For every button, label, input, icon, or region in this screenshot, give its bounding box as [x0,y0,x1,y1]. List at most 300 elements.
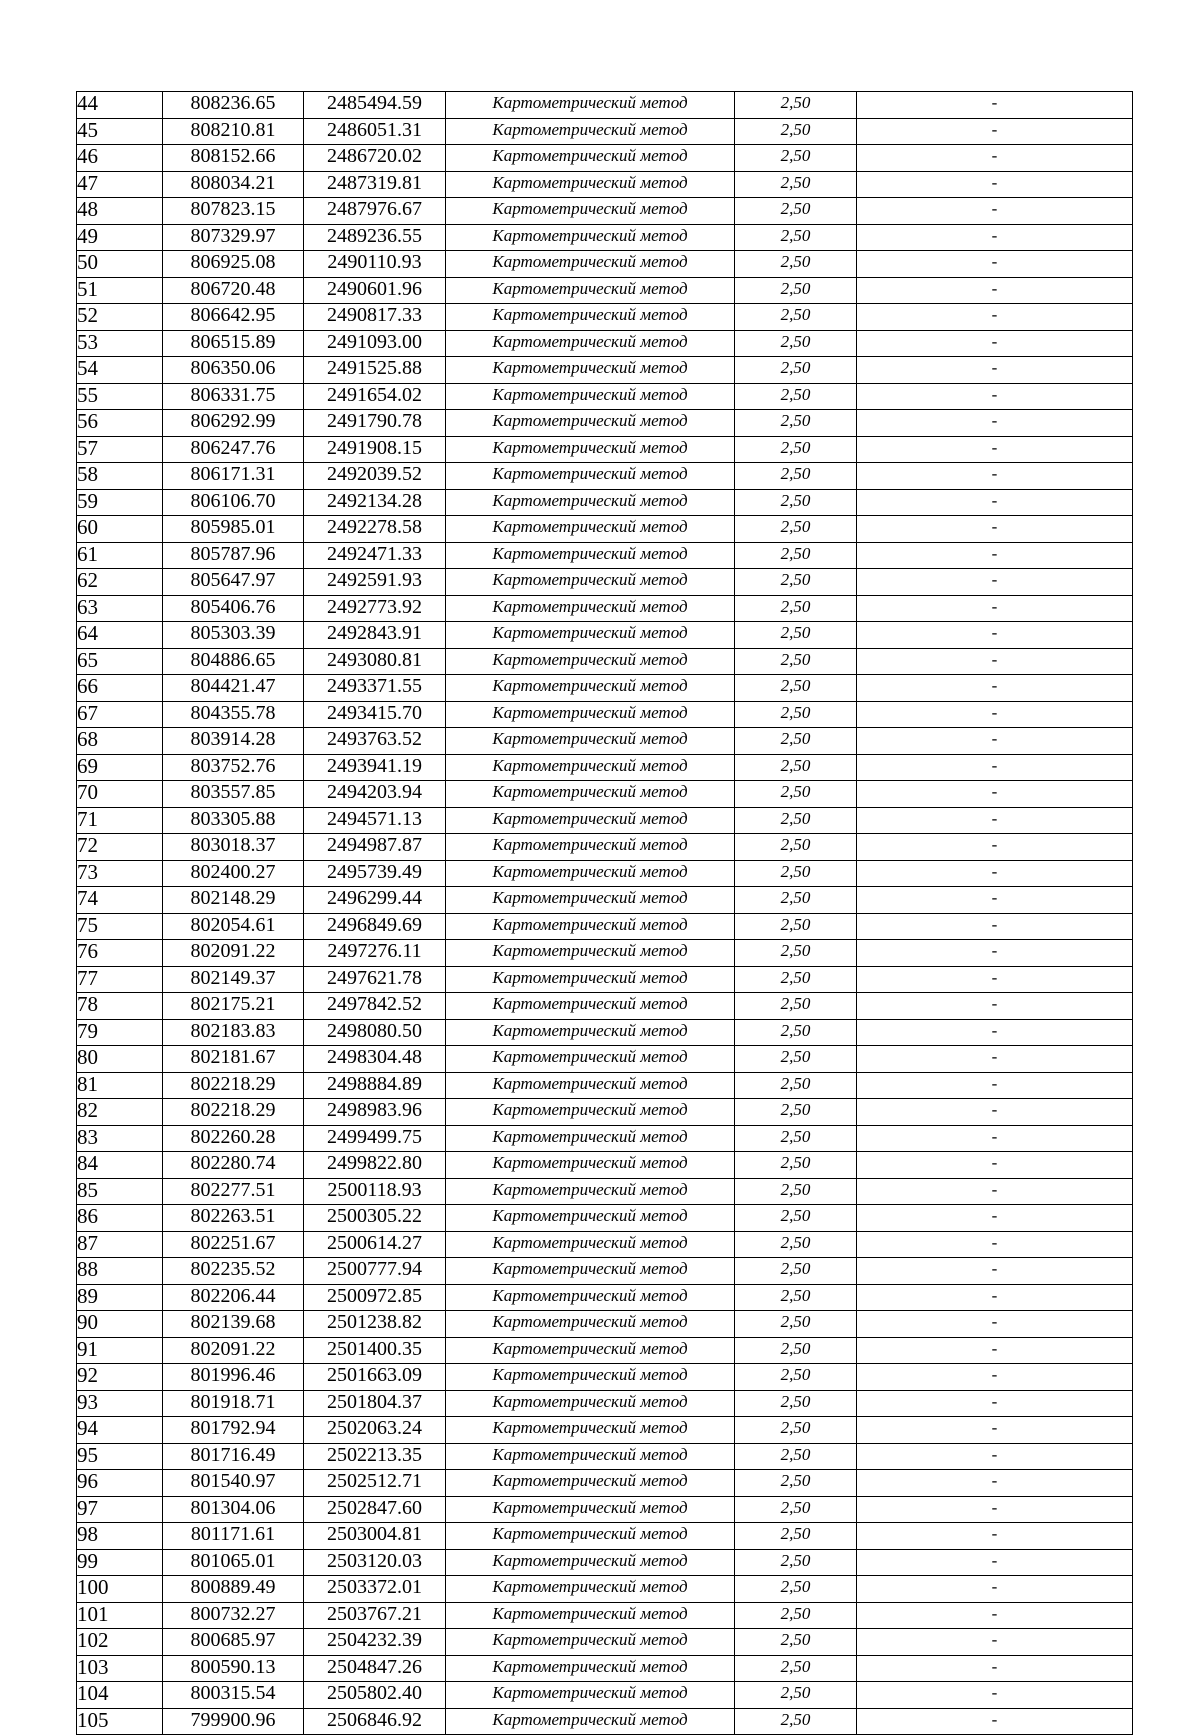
x-coordinate-cell: 800315.54 [163,1682,304,1709]
description-cell: - [857,1311,1133,1338]
description-cell: - [857,1708,1133,1735]
description-cell: - [857,622,1133,649]
accuracy-cell: 2,50 [735,463,857,490]
point-number-cell: 73 [77,860,163,887]
x-coordinate-cell: 802091.22 [163,1337,304,1364]
method-cell: Картометрический метод [446,118,735,145]
table-row [77,410,1133,437]
accuracy-cell: 2,50 [735,940,857,967]
y-coordinate-cell: 2485494.59 [304,92,446,119]
y-coordinate-cell: 2492843.91 [304,622,446,649]
description-cell: - [857,1337,1133,1364]
description-cell: - [857,1496,1133,1523]
accuracy-cell: 2,50 [735,357,857,384]
x-coordinate-cell: 802218.29 [163,1099,304,1126]
x-coordinate-cell: 806171.31 [163,463,304,490]
description-cell: - [857,1549,1133,1576]
point-number-cell: 99 [77,1549,163,1576]
table-row [77,834,1133,861]
point-number-cell: 83 [77,1125,163,1152]
y-coordinate-cell: 2503767.21 [304,1602,446,1629]
y-coordinate-cell: 2498304.48 [304,1046,446,1073]
x-coordinate-cell: 801171.61 [163,1523,304,1550]
y-coordinate-cell: 2498983.96 [304,1099,446,1126]
y-coordinate-cell: 2500118.93 [304,1178,446,1205]
point-number-cell: 79 [77,1019,163,1046]
y-coordinate-cell: 2490110.93 [304,251,446,278]
table-row [77,860,1133,887]
description-cell: - [857,436,1133,463]
x-coordinate-cell: 805985.01 [163,516,304,543]
method-cell: Картометрический метод [446,1496,735,1523]
accuracy-cell: 2,50 [735,860,857,887]
point-number-cell: 103 [77,1655,163,1682]
x-coordinate-cell: 808210.81 [163,118,304,145]
accuracy-cell: 2,50 [735,1523,857,1550]
y-coordinate-cell: 2491654.02 [304,383,446,410]
y-coordinate-cell: 2502213.35 [304,1443,446,1470]
y-coordinate-cell: 2500777.94 [304,1258,446,1285]
y-coordinate-cell: 2501400.35 [304,1337,446,1364]
y-coordinate-cell: 2497621.78 [304,966,446,993]
y-coordinate-cell: 2492039.52 [304,463,446,490]
description-cell: - [857,966,1133,993]
point-number-cell: 87 [77,1231,163,1258]
method-cell: Картометрический метод [446,1125,735,1152]
table-row [77,1549,1133,1576]
x-coordinate-cell: 804886.65 [163,648,304,675]
x-coordinate-cell: 803018.37 [163,834,304,861]
method-cell: Картометрический метод [446,330,735,357]
table-row [77,1443,1133,1470]
x-coordinate-cell: 801716.49 [163,1443,304,1470]
description-cell: - [857,1576,1133,1603]
x-coordinate-cell: 808152.66 [163,145,304,172]
method-cell: Картометрический метод [446,1311,735,1338]
table-row [77,1417,1133,1444]
table-row [77,887,1133,914]
y-coordinate-cell: 2502063.24 [304,1417,446,1444]
method-cell: Картометрический метод [446,807,735,834]
method-cell: Картометрический метод [446,913,735,940]
table-row [77,92,1133,119]
accuracy-cell: 2,50 [735,542,857,569]
description-cell: - [857,1443,1133,1470]
x-coordinate-cell: 806331.75 [163,383,304,410]
table-row [77,171,1133,198]
x-coordinate-cell: 805787.96 [163,542,304,569]
table-row [77,940,1133,967]
x-coordinate-cell: 805406.76 [163,595,304,622]
description-cell: - [857,781,1133,808]
y-coordinate-cell: 2504232.39 [304,1629,446,1656]
method-cell: Картометрический метод [446,754,735,781]
point-number-cell: 102 [77,1629,163,1656]
accuracy-cell: 2,50 [735,1205,857,1232]
method-cell: Картометрический метод [446,304,735,331]
point-number-cell: 90 [77,1311,163,1338]
x-coordinate-cell: 802277.51 [163,1178,304,1205]
y-coordinate-cell: 2490817.33 [304,304,446,331]
table-row [77,1205,1133,1232]
table-row [77,1390,1133,1417]
accuracy-cell: 2,50 [735,648,857,675]
method-cell: Картометрический метод [446,410,735,437]
x-coordinate-cell: 806925.08 [163,251,304,278]
method-cell: Картометрический метод [446,1364,735,1391]
method-cell: Картометрический метод [446,887,735,914]
x-coordinate-cell: 802139.68 [163,1311,304,1338]
description-cell: - [857,1470,1133,1497]
method-cell: Картометрический метод [446,966,735,993]
accuracy-cell: 2,50 [735,330,857,357]
table-row [77,463,1133,490]
y-coordinate-cell: 2495739.49 [304,860,446,887]
description-cell: - [857,1364,1133,1391]
point-number-cell: 80 [77,1046,163,1073]
point-number-cell: 50 [77,251,163,278]
point-number-cell: 74 [77,887,163,914]
y-coordinate-cell: 2496849.69 [304,913,446,940]
accuracy-cell: 2,50 [735,569,857,596]
x-coordinate-cell: 803752.76 [163,754,304,781]
description-cell: - [857,1125,1133,1152]
description-cell: - [857,834,1133,861]
description-cell: - [857,277,1133,304]
point-number-cell: 81 [77,1072,163,1099]
table-row [77,436,1133,463]
method-cell: Картометрический метод [446,940,735,967]
method-cell: Картометрический метод [446,1443,735,1470]
description-cell: - [857,940,1133,967]
x-coordinate-cell: 802280.74 [163,1152,304,1179]
point-number-cell: 101 [77,1602,163,1629]
table-row [77,489,1133,516]
x-coordinate-cell: 800685.97 [163,1629,304,1656]
description-cell: - [857,171,1133,198]
accuracy-cell: 2,50 [735,516,857,543]
table-row [77,1284,1133,1311]
accuracy-cell: 2,50 [735,595,857,622]
accuracy-cell: 2,50 [735,1125,857,1152]
accuracy-cell: 2,50 [735,1284,857,1311]
y-coordinate-cell: 2496299.44 [304,887,446,914]
point-number-cell: 63 [77,595,163,622]
x-coordinate-cell: 801065.01 [163,1549,304,1576]
table-row [77,1099,1133,1126]
x-coordinate-cell: 804421.47 [163,675,304,702]
point-number-cell: 78 [77,993,163,1020]
accuracy-cell: 2,50 [735,966,857,993]
accuracy-cell: 2,50 [735,1231,857,1258]
accuracy-cell: 2,50 [735,224,857,251]
method-cell: Картометрический метод [446,1337,735,1364]
coordinates-table [76,91,1133,1735]
description-cell: - [857,145,1133,172]
accuracy-cell: 2,50 [735,436,857,463]
method-cell: Картометрический метод [446,1470,735,1497]
x-coordinate-cell: 802181.67 [163,1046,304,1073]
accuracy-cell: 2,50 [735,1655,857,1682]
accuracy-cell: 2,50 [735,1258,857,1285]
point-number-cell: 44 [77,92,163,119]
table-row [77,569,1133,596]
x-coordinate-cell: 799900.96 [163,1708,304,1735]
x-coordinate-cell: 806350.06 [163,357,304,384]
y-coordinate-cell: 2500305.22 [304,1205,446,1232]
method-cell: Картометрический метод [446,463,735,490]
table-row [77,1019,1133,1046]
table-row [77,1311,1133,1338]
table-row [77,1655,1133,1682]
point-number-cell: 56 [77,410,163,437]
x-coordinate-cell: 802235.52 [163,1258,304,1285]
method-cell: Картометрический метод [446,171,735,198]
table-row [77,1337,1133,1364]
point-number-cell: 71 [77,807,163,834]
point-number-cell: 82 [77,1099,163,1126]
method-cell: Картометрический метод [446,1019,735,1046]
point-number-cell: 96 [77,1470,163,1497]
table-row [77,1125,1133,1152]
method-cell: Картометрический метод [446,1682,735,1709]
y-coordinate-cell: 2492471.33 [304,542,446,569]
point-number-cell: 57 [77,436,163,463]
y-coordinate-cell: 2493415.70 [304,701,446,728]
y-coordinate-cell: 2499499.75 [304,1125,446,1152]
method-cell: Картометрический метод [446,860,735,887]
method-cell: Картометрический метод [446,1258,735,1285]
description-cell: - [857,92,1133,119]
accuracy-cell: 2,50 [735,251,857,278]
description-cell: - [857,1258,1133,1285]
y-coordinate-cell: 2497276.11 [304,940,446,967]
method-cell: Картометрический метод [446,1152,735,1179]
method-cell: Картометрический метод [446,1284,735,1311]
method-cell: Картометрический метод [446,92,735,119]
x-coordinate-cell: 802091.22 [163,940,304,967]
point-number-cell: 58 [77,463,163,490]
description-cell: - [857,304,1133,331]
method-cell: Картометрический метод [446,1046,735,1073]
y-coordinate-cell: 2491525.88 [304,357,446,384]
y-coordinate-cell: 2491908.15 [304,436,446,463]
point-number-cell: 64 [77,622,163,649]
table-row [77,754,1133,781]
description-cell: - [857,330,1133,357]
x-coordinate-cell: 800889.49 [163,1576,304,1603]
y-coordinate-cell: 2492773.92 [304,595,446,622]
accuracy-cell: 2,50 [735,754,857,781]
x-coordinate-cell: 807329.97 [163,224,304,251]
y-coordinate-cell: 2489236.55 [304,224,446,251]
method-cell: Картометрический метод [446,198,735,225]
description-cell: - [857,383,1133,410]
method-cell: Картометрический метод [446,1072,735,1099]
accuracy-cell: 2,50 [735,383,857,410]
x-coordinate-cell: 806515.89 [163,330,304,357]
x-coordinate-cell: 804355.78 [163,701,304,728]
method-cell: Картометрический метод [446,1629,735,1656]
accuracy-cell: 2,50 [735,993,857,1020]
table-row [77,993,1133,1020]
method-cell: Картометрический метод [446,436,735,463]
point-number-cell: 95 [77,1443,163,1470]
method-cell: Картометрический метод [446,1655,735,1682]
method-cell: Картометрический метод [446,1231,735,1258]
description-cell: - [857,198,1133,225]
table-row [77,516,1133,543]
table-row [77,701,1133,728]
description-cell: - [857,675,1133,702]
method-cell: Картометрический метод [446,1417,735,1444]
description-cell: - [857,1682,1133,1709]
description-cell: - [857,701,1133,728]
description-cell: - [857,1072,1133,1099]
method-cell: Картометрический метод [446,1549,735,1576]
table-row [77,277,1133,304]
x-coordinate-cell: 802263.51 [163,1205,304,1232]
point-number-cell: 47 [77,171,163,198]
x-coordinate-cell: 803914.28 [163,728,304,755]
table-row [77,807,1133,834]
accuracy-cell: 2,50 [735,622,857,649]
method-cell: Картометрический метод [446,569,735,596]
table-row [77,251,1133,278]
accuracy-cell: 2,50 [735,277,857,304]
x-coordinate-cell: 802206.44 [163,1284,304,1311]
point-number-cell: 66 [77,675,163,702]
table-row [77,145,1133,172]
point-number-cell: 105 [77,1708,163,1735]
accuracy-cell: 2,50 [735,118,857,145]
y-coordinate-cell: 2504847.26 [304,1655,446,1682]
table-row [77,1072,1133,1099]
method-cell: Картометрический метод [446,834,735,861]
method-cell: Картометрический метод [446,781,735,808]
x-coordinate-cell: 802148.29 [163,887,304,914]
point-number-cell: 88 [77,1258,163,1285]
description-cell: - [857,1523,1133,1550]
point-number-cell: 86 [77,1205,163,1232]
description-cell: - [857,118,1133,145]
table-row [77,330,1133,357]
method-cell: Картометрический метод [446,1205,735,1232]
point-number-cell: 89 [77,1284,163,1311]
description-cell: - [857,993,1133,1020]
y-coordinate-cell: 2503120.03 [304,1549,446,1576]
accuracy-cell: 2,50 [735,1576,857,1603]
accuracy-cell: 2,50 [735,728,857,755]
table-row [77,304,1133,331]
point-number-cell: 104 [77,1682,163,1709]
method-cell: Картометрический метод [446,728,735,755]
point-number-cell: 76 [77,940,163,967]
y-coordinate-cell: 2493941.19 [304,754,446,781]
accuracy-cell: 2,50 [735,1629,857,1656]
point-number-cell: 94 [77,1417,163,1444]
point-number-cell: 68 [77,728,163,755]
point-number-cell: 98 [77,1523,163,1550]
point-number-cell: 52 [77,304,163,331]
y-coordinate-cell: 2487976.67 [304,198,446,225]
accuracy-cell: 2,50 [735,701,857,728]
description-cell: - [857,860,1133,887]
y-coordinate-cell: 2486051.31 [304,118,446,145]
point-number-cell: 69 [77,754,163,781]
description-cell: - [857,410,1133,437]
description-cell: - [857,1046,1133,1073]
y-coordinate-cell: 2492591.93 [304,569,446,596]
y-coordinate-cell: 2503372.01 [304,1576,446,1603]
point-number-cell: 92 [77,1364,163,1391]
description-cell: - [857,1655,1133,1682]
table-row [77,675,1133,702]
y-coordinate-cell: 2501238.82 [304,1311,446,1338]
x-coordinate-cell: 801792.94 [163,1417,304,1444]
method-cell: Картометрический метод [446,357,735,384]
table-row [77,966,1133,993]
table-row [77,913,1133,940]
description-cell: - [857,807,1133,834]
description-cell: - [857,516,1133,543]
x-coordinate-cell: 803305.88 [163,807,304,834]
table-row [77,1178,1133,1205]
point-number-cell: 51 [77,277,163,304]
description-cell: - [857,728,1133,755]
accuracy-cell: 2,50 [735,1549,857,1576]
accuracy-cell: 2,50 [735,1337,857,1364]
x-coordinate-cell: 806106.70 [163,489,304,516]
table-row [77,1602,1133,1629]
y-coordinate-cell: 2503004.81 [304,1523,446,1550]
table-row [77,1523,1133,1550]
table-row [77,728,1133,755]
point-number-cell: 65 [77,648,163,675]
accuracy-cell: 2,50 [735,1046,857,1073]
point-number-cell: 70 [77,781,163,808]
description-cell: - [857,887,1133,914]
accuracy-cell: 2,50 [735,1152,857,1179]
method-cell: Картометрический метод [446,648,735,675]
description-cell: - [857,1205,1133,1232]
point-number-cell: 85 [77,1178,163,1205]
description-cell: - [857,1178,1133,1205]
table-row [77,648,1133,675]
point-number-cell: 60 [77,516,163,543]
description-cell: - [857,1019,1133,1046]
point-number-cell: 53 [77,330,163,357]
method-cell: Картометрический метод [446,1178,735,1205]
point-number-cell: 72 [77,834,163,861]
table-row [77,1629,1133,1656]
y-coordinate-cell: 2506846.92 [304,1708,446,1735]
point-number-cell: 97 [77,1496,163,1523]
accuracy-cell: 2,50 [735,1072,857,1099]
table-row [77,1708,1133,1735]
y-coordinate-cell: 2487319.81 [304,171,446,198]
accuracy-cell: 2,50 [735,171,857,198]
x-coordinate-cell: 806642.95 [163,304,304,331]
y-coordinate-cell: 2498080.50 [304,1019,446,1046]
point-number-cell: 61 [77,542,163,569]
accuracy-cell: 2,50 [735,913,857,940]
point-number-cell: 48 [77,198,163,225]
method-cell: Картометрический метод [446,224,735,251]
accuracy-cell: 2,50 [735,887,857,914]
description-cell: - [857,1231,1133,1258]
x-coordinate-cell: 802260.28 [163,1125,304,1152]
